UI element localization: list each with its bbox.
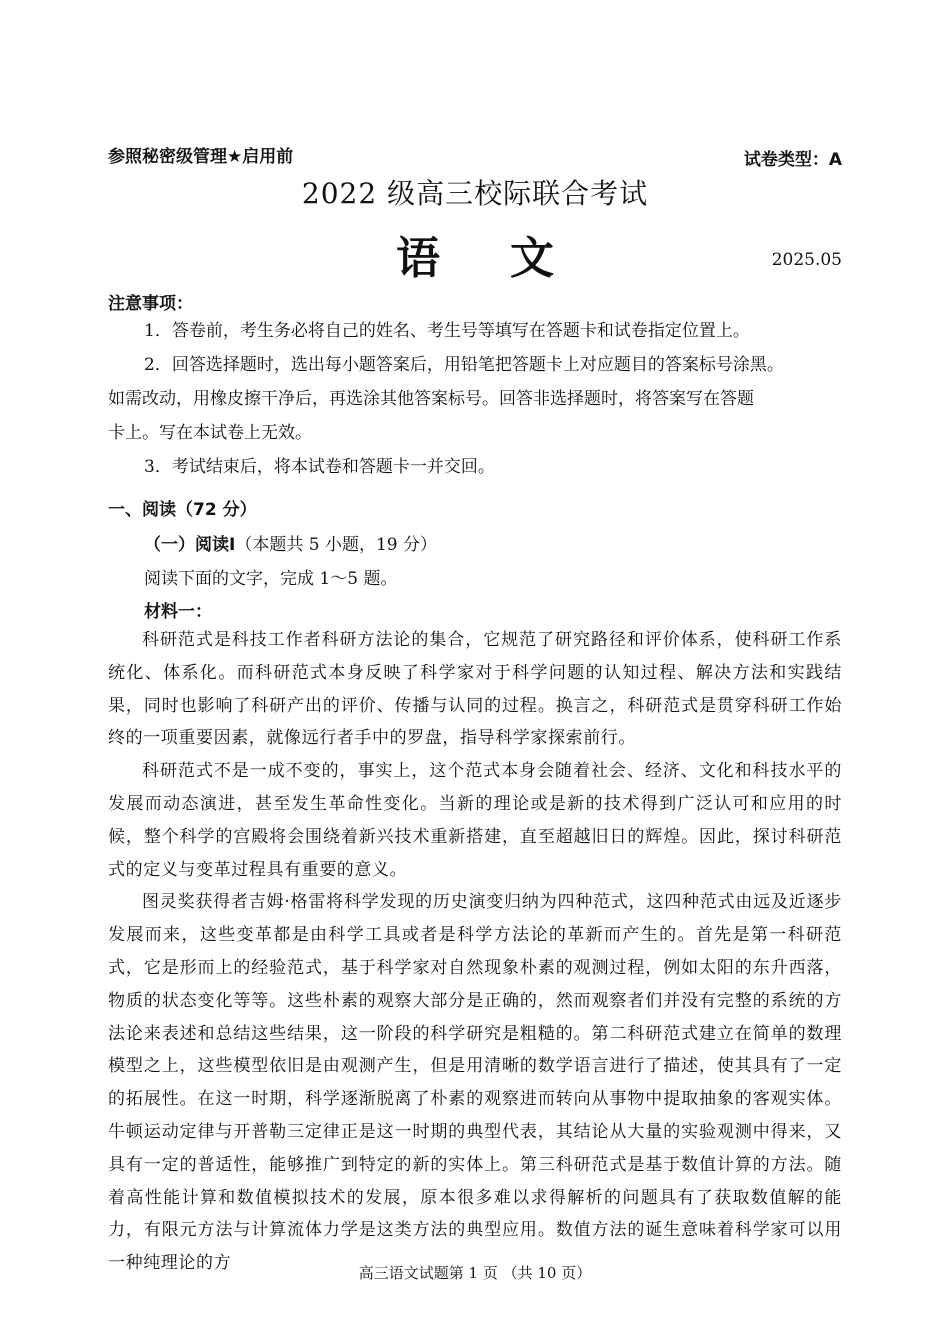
section-heading: 一、阅读（72 分）: [108, 500, 257, 520]
material-label: 材料一：: [144, 602, 212, 622]
notes-line-5: 3．考试结束后，将本试卷和答题卡一并交回。: [144, 457, 495, 477]
exam-title: 2022 级高三校际联合考试: [301, 177, 649, 210]
subject-title: 语文: [396, 233, 624, 284]
paragraph-3: 图灵奖获得者吉姆·格雷将科学发现的历史演变归纳为四种范式，这四种范式由远及近逐步发展而来，这些变革都是由科学工具或者是科学方法论的革新而产生的。首先是第一科研范式，它是形而上的经验范式，基于科学家对自然现象朴素的观测过程，例如太阳的东升西落，物质的状态变化等等。这些朴素的观察大部分是正确的，然而观察者们并没有完整的系统的方法论来表述和总结这些结果，这一阶段的科学研究是粗糙的。第二科研范式建立在简单的数理模型之上，这些模型依旧是由观测产生，但是用清晰的数学语言进行了描述，使其具有了一定的拓展性。在这一时期，科学逐渐脱离了朴素的观察进而转向从事物中提取抽象的客观实体。牛顿运动定律与开普勒三定律正是这一时期的典型代表，其结论从大量的实验观测中得来，又具有一定的普适性，能够推广到特定的新的实体上。第三科研范式是基于数值计算的方法。随着高性能计算和数值模拟技术的发展，原本很多难以求得解析的问题具有了获取数值解的能力，有限元方法与计算流体力学是这类方法的典型应用。数值方法的诞生意味着科学家可以用一种纯理论的方: [108, 892, 842, 1274]
notes-line-1: 1．答卷前，考生务必将自己的姓名、考生号等填写在答题卡和试卷指定位置上。: [144, 321, 750, 341]
paragraph-2: 科研范式不是一成不变的，事实上，这个范式本身会随着社会、经济、文化和科技水平的发展而动态演进，甚至发生革命性变化。当新的理论或是新的技术得到广泛认可和应用的时候，整个科学的宫殿将会围绕着新兴技术重新搭建，直至超越旧日的辉煌。因此，探讨科研范式的定义与变革过程具有重要的意义。: [108, 761, 842, 880]
confidential-label: 参照秘密级管理★启用前: [108, 147, 294, 167]
page-footer: 高三语文试题第 1 页 （共 10 页）: [358, 1264, 592, 1282]
notes-heading: 注意事项：: [108, 294, 193, 314]
reading-instruction: 阅读下面的文字，完成 1～5 题。: [144, 569, 398, 589]
subsection-detail: （本题共 5 小题，19 分）: [235, 535, 437, 555]
notes-line-2: 2．回答选择题时，选出每小题答案后，用铅笔把答题卡上对应题目的答案标号涂黑。: [144, 355, 784, 375]
subsection-heading: [144, 530, 437, 555]
paper-type-label: 试卷类型：A: [743, 150, 842, 170]
material-body: [108, 624, 842, 1280]
exam-date: 2025.05: [771, 250, 842, 270]
notes-line-4: 卡上。写在本试卷上无效。: [108, 423, 312, 443]
notes-line-3: 如需改动，用橡皮擦干净后，再选涂其他答案标号。回答非选择题时，将答案写在答题: [108, 389, 754, 409]
subsection-label: （一）阅读Ⅰ: [144, 535, 236, 555]
paragraph-1: 科研范式是科技工作者科研方法论的集合，它规范了研究路径和评价体系，使科研工作系统化、体系化。而科研范式本身反映了科学家对于科学问题的认知过程、解决方法和实践结果，同时也影响了科研产出的评价、传播与认同的过程。换言之，科研范式是贯穿科研工作始终的一项重要因素，就像远行者手中的罗盘，指导科学家探索前行。: [108, 630, 842, 749]
